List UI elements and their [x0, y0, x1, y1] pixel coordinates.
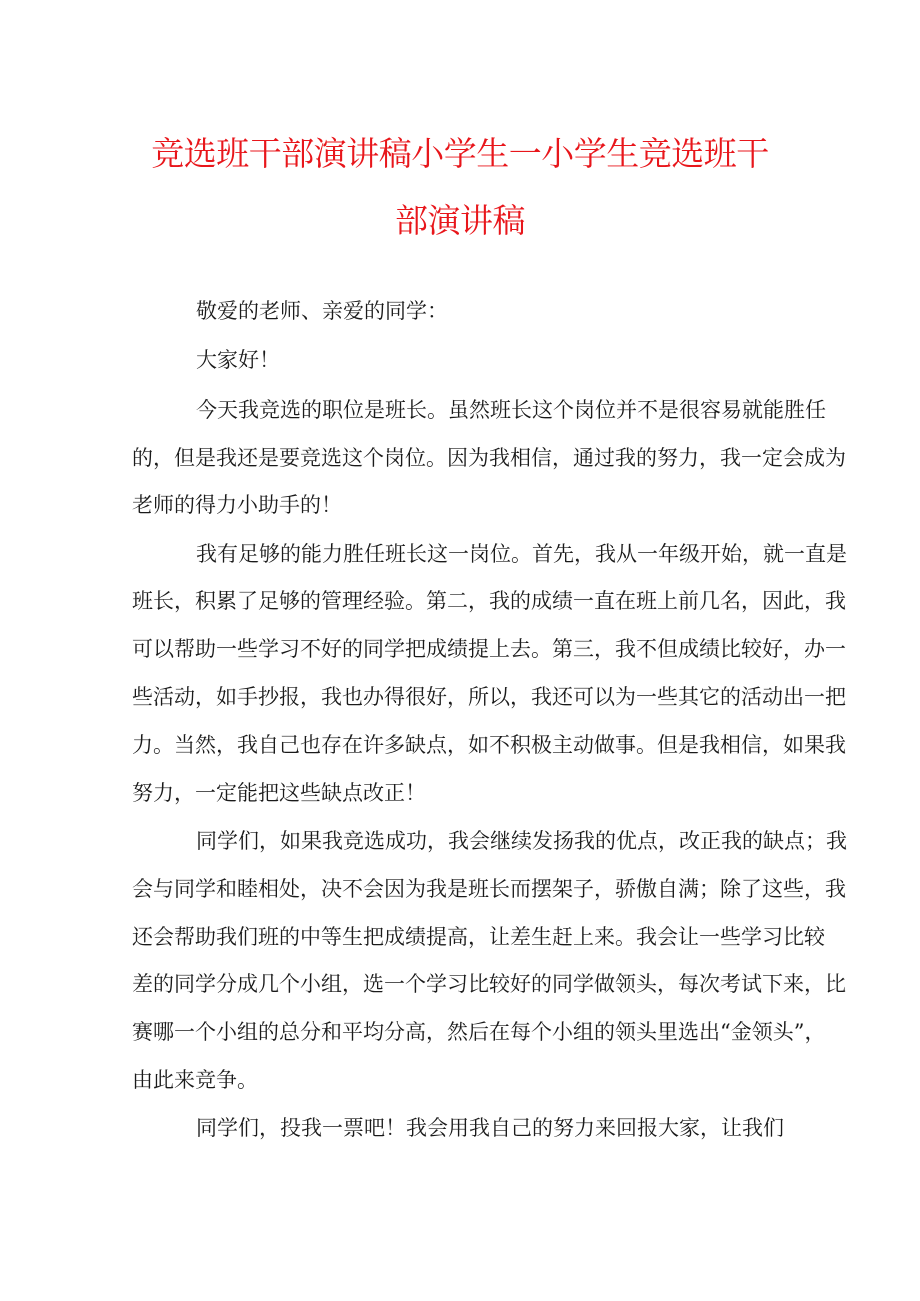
paragraph-1-line-1: 今天我竞选的职位是班长。虽然班长这个岗位并不是很容易就能胜任 [196, 398, 826, 422]
paragraph-2-line-4: 些活动，如手抄报，我也办得很好，所以，我还可以为一些其它的活动出一把 [132, 685, 846, 709]
paragraph-1-line-2: 的，但是我还是要竞选这个岗位。因为我相信，通过我的努力，我一定会成为 [132, 446, 846, 470]
paragraph-3-line-2: 会与同学和睦相处，决不会因为我是班长而摆架子，骄傲自满；除了这些，我 [132, 877, 846, 901]
paragraph-2-line-2: 班长，积累了足够的管理经验。第二，我的成绩一直在班上前几名，因此，我 [132, 589, 846, 613]
paragraph-4-line-1: 同学们，投我一票吧！我会用我自己的努力来回报大家，让我们 [196, 1116, 784, 1140]
paragraph-3-line-1: 同学们，如果我竞选成功，我会继续发扬我的优点，改正我的缺点；我 [196, 829, 847, 853]
paragraph-3-line-6: 由此来竞争。 [132, 1068, 258, 1092]
paragraph-2-line-3: 可以帮助一些学习不好的同学把成绩提上去。第三，我不但成绩比较好，办一 [132, 637, 846, 661]
paragraph-3-line-5: 赛哪一个小组的总分和平均分高，然后在每个小组的领头里选出“金领头”， [132, 1020, 826, 1044]
paragraph-2-line-1: 我有足够的能力胜任班长这一岗位。首先，我从一年级开始，就一直是 [196, 542, 847, 566]
paragraph-2-line-5: 力。当然，我自己也存在许多缺点，如不积极主动做事。但是我相信，如果我 [132, 733, 846, 757]
paragraph-1-line-3: 老师的得力小助手的！ [132, 493, 342, 517]
paragraph-3-line-3: 还会帮助我们班的中等生把成绩提高，让差生赶上来。我会让一些学习比较 [132, 925, 825, 949]
paragraph-2-line-6: 努力，一定能把这些缺点改正！ [132, 781, 426, 805]
document-title-line-2: 部演讲稿 [395, 201, 525, 240]
greeting: 大家好！ [196, 348, 280, 372]
document-title-line-1: 竞选班干部演讲稿小学生一小学生竞选班干 [151, 134, 769, 173]
salutation: 敬爱的老师、亲爱的同学： [196, 299, 448, 323]
paragraph-3-line-4: 差的同学分成几个小组，选一个学习比较好的同学做领头，每次考试下来，比 [132, 972, 846, 996]
